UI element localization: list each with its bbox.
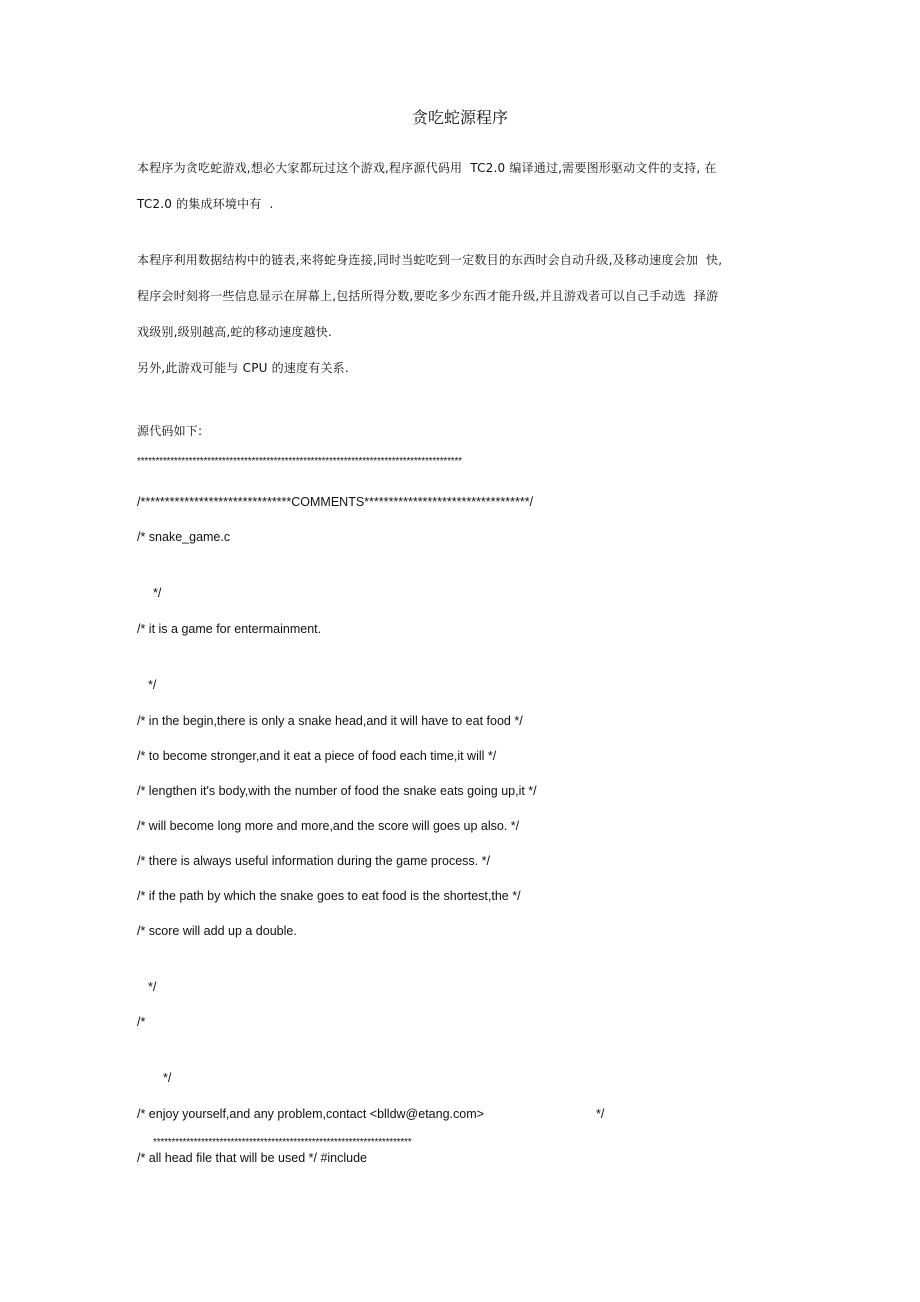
description-line: 本程序利用数据结构中的链表,来将蛇身连接,同时当蛇吃到一定数目的东西时会自动升级,及移动速度会加 快,: [137, 253, 723, 267]
code-line: */: [153, 586, 162, 600]
code-line: /* snake_game.c: [137, 530, 231, 544]
code-line: /* in the begin,there is only a snake head,and it will have to eat food */: [137, 714, 523, 728]
comments-header: /*******************************COMMENTS**********************************/: [137, 495, 534, 509]
intro-line: 本程序为贪吃蛇游戏,想必大家都玩过这个游戏,程序源代码用 TC2.0 编译通过,需要图形驱动文件的支持, 在: [137, 161, 717, 175]
code-line: /* will become long more and more,and the score will goes up also. */: [137, 819, 520, 833]
star-separator: ****************************************************************************************: [137, 456, 462, 467]
page-title: 贪吃蛇源程序: [411, 108, 508, 127]
code-line: */: [148, 678, 157, 692]
source-label: 源代码如下:: [137, 424, 203, 438]
code-line: */: [148, 980, 157, 994]
code-line: */: [596, 1107, 605, 1121]
code-line: */: [163, 1071, 172, 1085]
code-line: /* enjoy yourself,and any problem,contact <blldw@etang.com>: [137, 1107, 484, 1121]
intro-line: TC2.0 的集成环境中有 .: [137, 197, 274, 211]
code-line: /* it is a game for entermainment.: [137, 622, 322, 636]
cpu-note: 另外,此游戏可能与 CPU 的速度有关系.: [137, 361, 349, 375]
code-line: /* score will add up a double.: [137, 924, 297, 938]
last-code-line: /* all head file that will be used */ #include: [137, 1151, 368, 1165]
code-line: /* if the path by which the snake goes to eat food is the shortest,the */: [137, 889, 521, 903]
code-line: /* to become stronger,and it eat a piece of food each time,it will */: [137, 749, 497, 763]
bottom-stars: **********************************************************************: [153, 1137, 412, 1148]
description-line: 程序会时刻将一些信息显示在屏幕上,包括所得分数,要吃多少东西才能升级,并且游戏者可以自己手动选 择游: [137, 289, 719, 303]
code-line: /* lengthen it's body,with the number of food the snake eats going up,it */: [137, 784, 537, 798]
code-line: /* there is always useful information during the game process. */: [137, 854, 490, 868]
description-line: 戏级别,级别越高,蛇的移动速度越快.: [137, 325, 333, 339]
code-line: /*: [137, 1015, 146, 1029]
